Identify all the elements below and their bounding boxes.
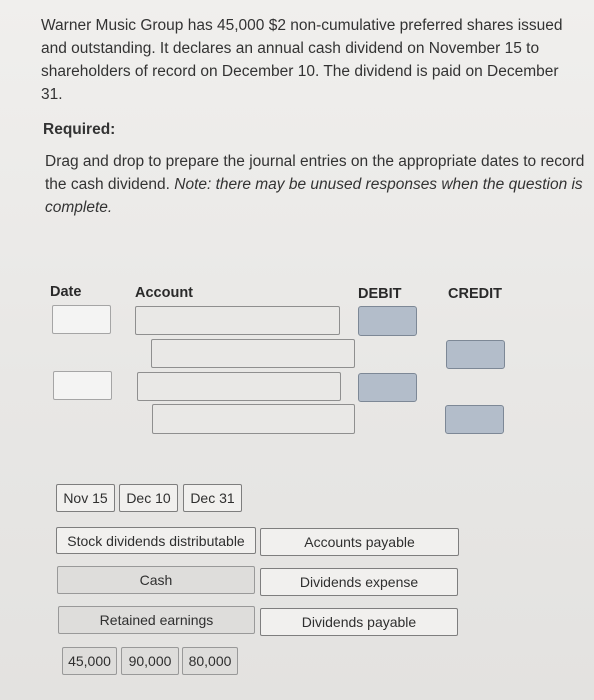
instructions — [45, 150, 590, 219]
account-drop-slot-2-credit[interactable] — [152, 404, 355, 434]
account-chip-dividends-payable[interactable]: Dividends payable — [260, 608, 458, 636]
account-chip-retained-earnings[interactable]: Retained earnings — [58, 606, 255, 634]
account-chip-stock-dividends-distributable[interactable]: Stock dividends distributable — [56, 527, 256, 554]
amount-chip-45000[interactable]: 45,000 — [62, 647, 117, 675]
debit-drop-slot-2[interactable] — [358, 373, 417, 402]
account-chip-cash[interactable]: Cash — [57, 566, 255, 594]
instructions-note: Note: there may be unused responses when the question is complete. — [45, 176, 583, 216]
account-drop-slot-1-debit[interactable] — [135, 306, 340, 335]
date-drop-slot-1[interactable] — [52, 305, 111, 334]
required-label: Required: — [43, 121, 116, 138]
instructions-main: Drag and drop to prepare the journal entries on the appropriate dates to record the cash dividend. — [45, 153, 585, 193]
date-chip-dec-31[interactable]: Dec 31 — [183, 484, 242, 512]
account-chip-dividends-expense[interactable]: Dividends expense — [260, 568, 458, 596]
amount-chip-80000[interactable]: 80,000 — [182, 647, 238, 675]
column-header-account: Account — [135, 285, 193, 301]
date-chip-nov-15[interactable]: Nov 15 — [56, 484, 115, 512]
column-header-credit: CREDIT — [448, 286, 502, 302]
date-drop-slot-2[interactable] — [53, 371, 112, 400]
column-header-date: Date — [50, 284, 82, 300]
account-drop-slot-2-debit[interactable] — [137, 372, 341, 401]
question-text: Warner Music Group has 45,000 $2 non-cumulative preferred shares issued and outstanding. It declares an annual cash dividend on November 15 to shareholders of record on December 10. The dividend is paid on December 31. — [41, 17, 563, 103]
credit-drop-slot-1[interactable] — [446, 340, 505, 369]
account-chip-accounts-payable[interactable]: Accounts payable — [260, 528, 459, 556]
debit-drop-slot-1[interactable] — [358, 306, 417, 336]
amount-chip-90000[interactable]: 90,000 — [121, 647, 179, 675]
column-header-debit: DEBIT — [358, 286, 402, 302]
credit-drop-slot-2[interactable] — [445, 405, 504, 434]
date-chip-dec-10[interactable]: Dec 10 — [119, 484, 178, 512]
account-drop-slot-1-credit[interactable] — [151, 339, 355, 368]
